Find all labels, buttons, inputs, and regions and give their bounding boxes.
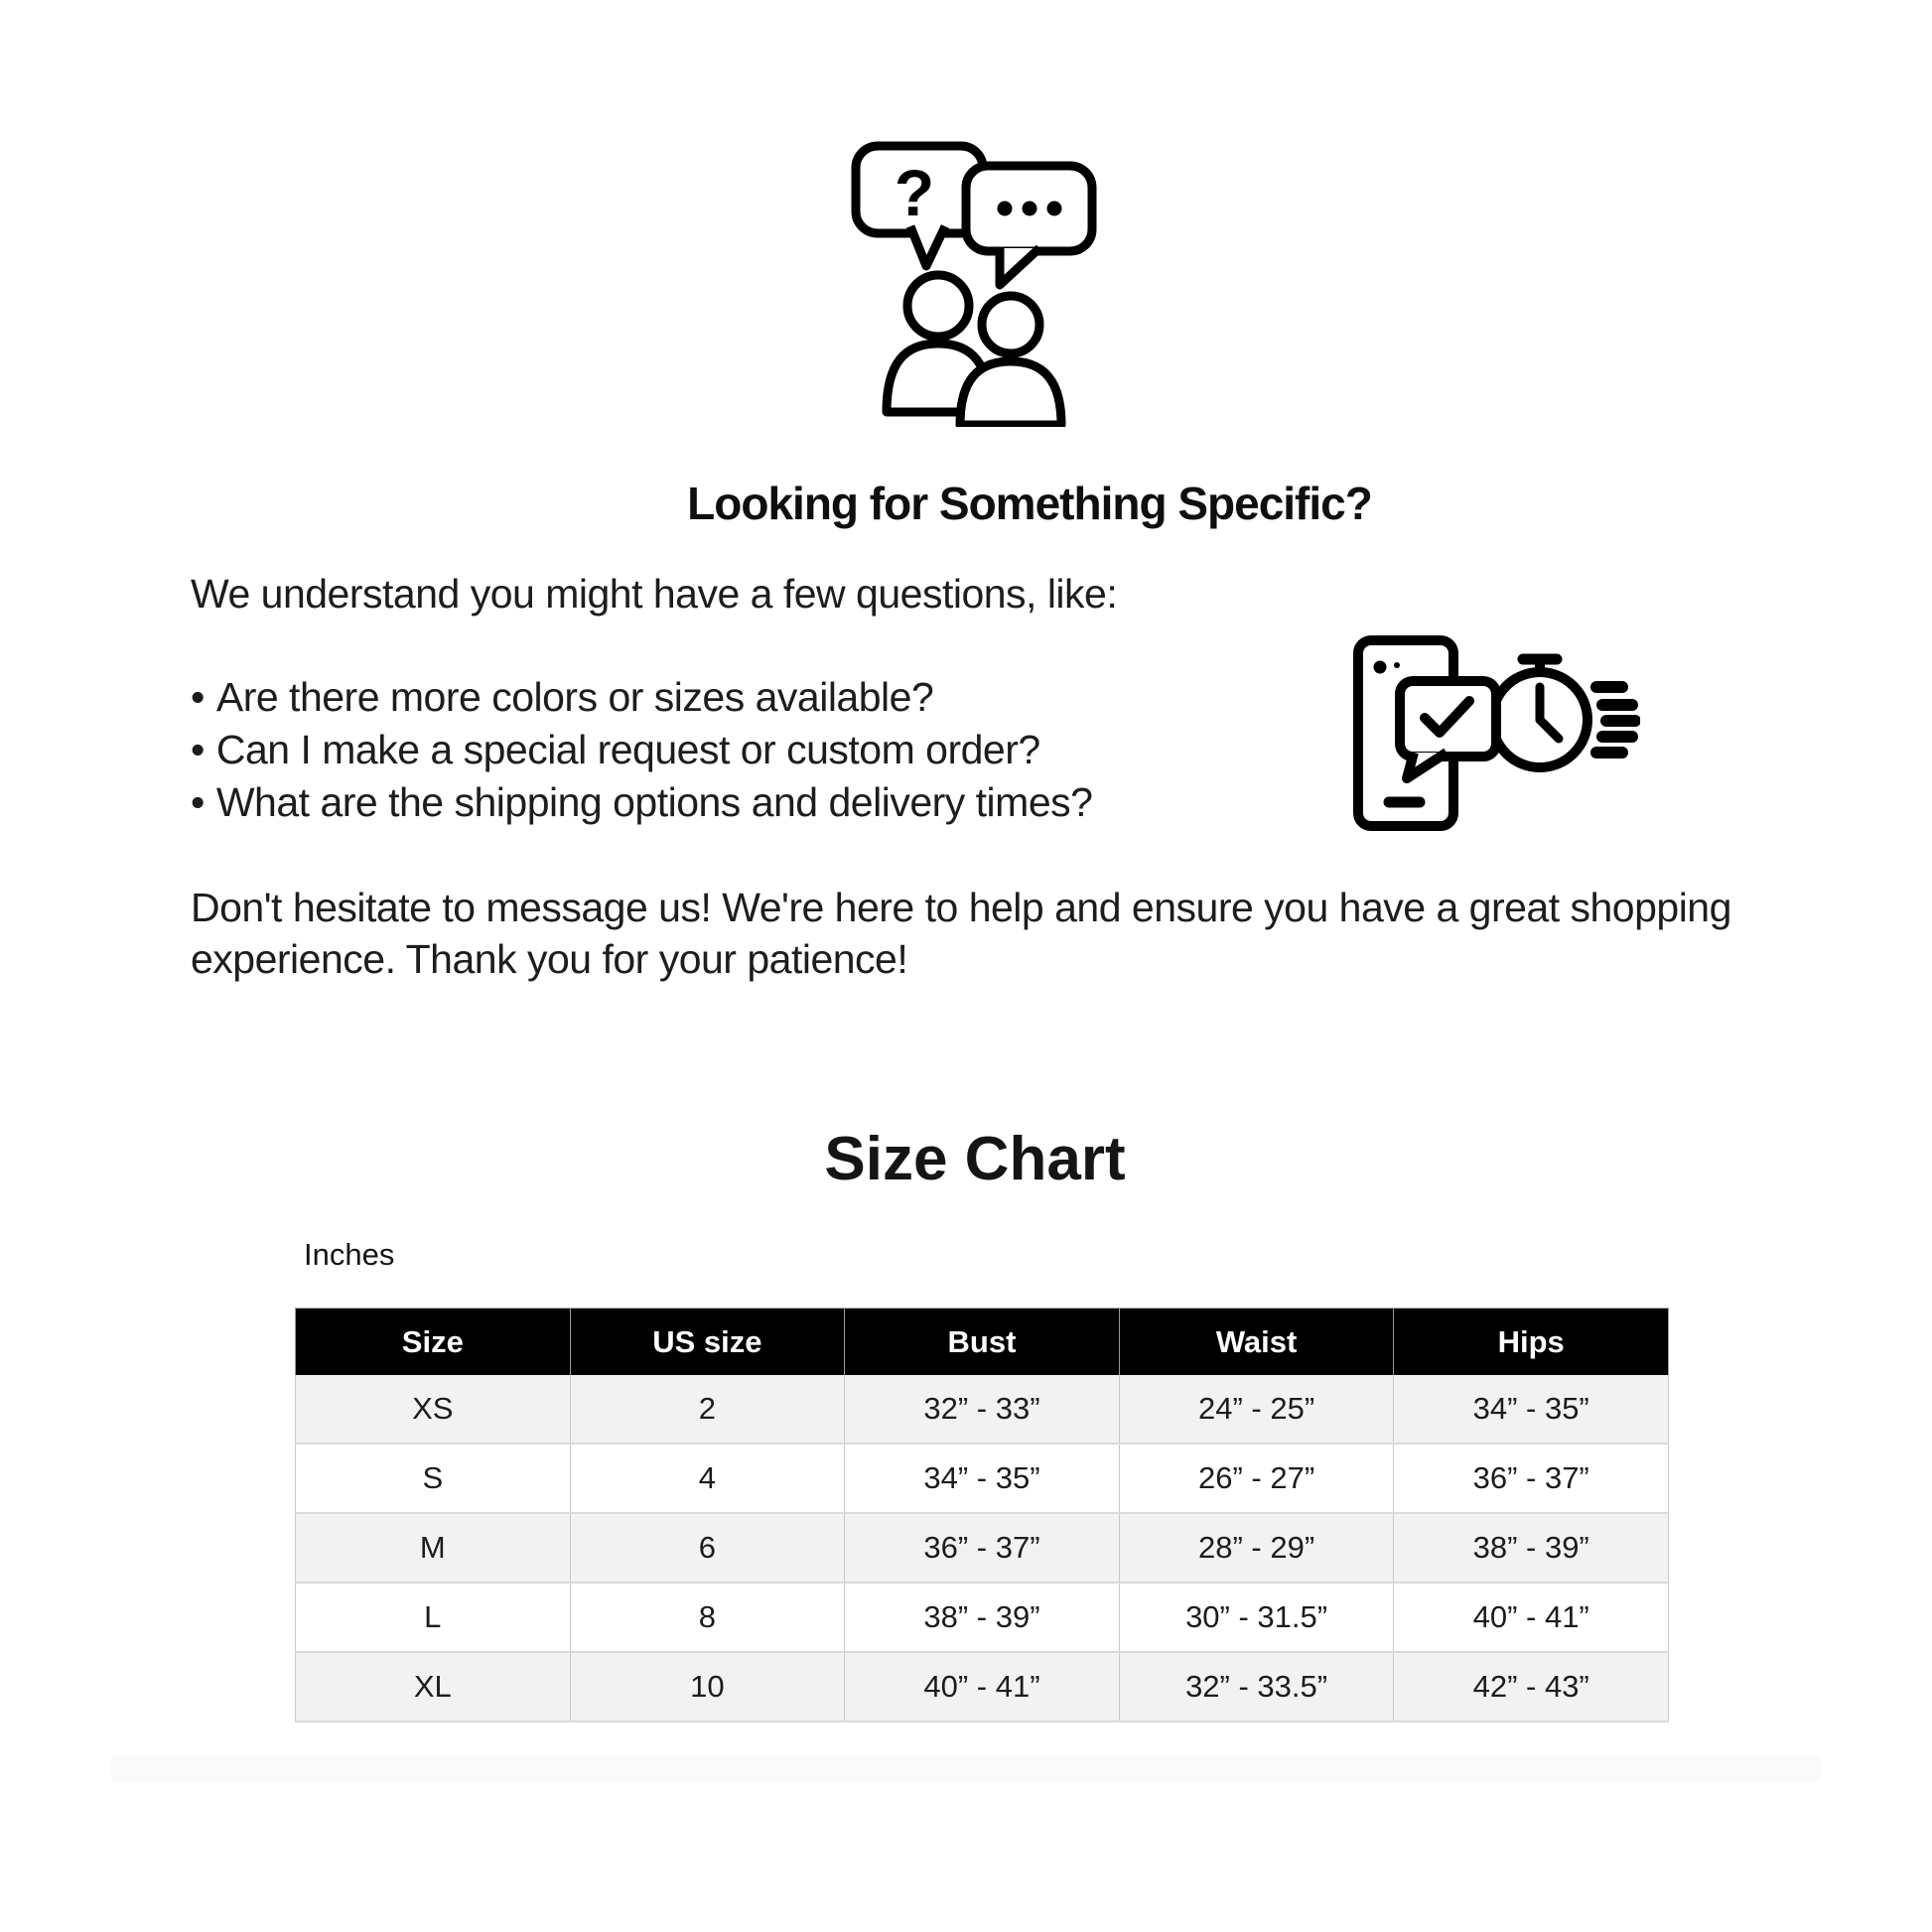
- table-cell: XL: [296, 1652, 571, 1722]
- question-mark-glyph: ?: [894, 156, 935, 229]
- table-cell: 36” - 37”: [845, 1513, 1120, 1583]
- chat-question-icon: [849, 139, 1097, 427]
- page-title: Looking for Something Specific?: [687, 478, 1372, 529]
- table-cell: 38” - 39”: [845, 1583, 1120, 1652]
- question-list: [191, 671, 1092, 829]
- phone-message-timer-icon: [1352, 635, 1640, 839]
- table-cell: XS: [296, 1375, 571, 1444]
- table-cell: 40” - 41”: [1394, 1583, 1669, 1652]
- question-item: [191, 724, 1092, 776]
- size-table-column-header: Hips: [1394, 1309, 1669, 1376]
- table-row: [296, 1444, 1669, 1513]
- table-cell: 34” - 35”: [845, 1444, 1120, 1513]
- bullet-icon: •: [191, 674, 205, 720]
- ellipsis-dot: [1047, 202, 1062, 216]
- bullet-icon: •: [191, 727, 205, 772]
- table-row: [296, 1375, 1669, 1444]
- table-row: [296, 1583, 1669, 1652]
- table-cell: 24” - 25”: [1119, 1375, 1394, 1444]
- bullet-icon: •: [191, 779, 205, 825]
- intro-text: We understand you might have a few questions, like:: [191, 571, 1118, 617]
- table-cell: M: [296, 1513, 571, 1583]
- question-item: [191, 776, 1092, 829]
- table-cell: 6: [570, 1513, 845, 1583]
- size-table-column-header: Size: [296, 1309, 571, 1376]
- size-table-header-row: [296, 1309, 1669, 1376]
- table-cell: L: [296, 1583, 571, 1652]
- table-row: [296, 1652, 1669, 1722]
- table-cell: 10: [570, 1652, 845, 1722]
- size-table-column-header: Bust: [845, 1309, 1120, 1376]
- table-cell: 30” - 31.5”: [1119, 1583, 1394, 1652]
- question-text: What are the shipping options and delivery times?: [215, 779, 1093, 825]
- table-row: [296, 1513, 1669, 1583]
- closing-text: Don't hesitate to message us! We're here to help and ensure you have a great shopping experience. Thank you for your patience!: [191, 885, 1731, 982]
- table-cell: 38” - 39”: [1394, 1513, 1669, 1583]
- table-cell: S: [296, 1444, 571, 1513]
- ellipsis-dot: [998, 202, 1013, 216]
- question-item: [191, 671, 1092, 724]
- size-chart-title: Size Chart: [824, 1125, 1126, 1193]
- faint-watermark-band: [111, 1755, 1821, 1781]
- table-cell: 40” - 41”: [845, 1652, 1120, 1722]
- question-text: Can I make a special request or custom order?: [215, 727, 1040, 772]
- table-cell: 28” - 29”: [1119, 1513, 1394, 1583]
- size-table-column-header: Waist: [1119, 1309, 1394, 1376]
- table-cell: 34” - 35”: [1394, 1375, 1669, 1444]
- table-cell: 42” - 43”: [1394, 1652, 1669, 1722]
- size-table-body: [296, 1375, 1669, 1722]
- ellipsis-dot: [1023, 202, 1037, 216]
- table-cell: 32” - 33.5”: [1119, 1652, 1394, 1722]
- table-cell: 8: [570, 1583, 845, 1652]
- table-cell: 26” - 27”: [1119, 1444, 1394, 1513]
- size-table: [295, 1308, 1669, 1723]
- table-cell: 36” - 37”: [1394, 1444, 1669, 1513]
- table-cell: 2: [570, 1375, 845, 1444]
- units-label: Inches: [304, 1237, 395, 1272]
- size-table-column-header: US size: [570, 1309, 845, 1376]
- question-text: Are there more colors or sizes available?: [215, 674, 934, 720]
- table-cell: 32” - 33”: [845, 1375, 1120, 1444]
- table-cell: 4: [570, 1444, 845, 1513]
